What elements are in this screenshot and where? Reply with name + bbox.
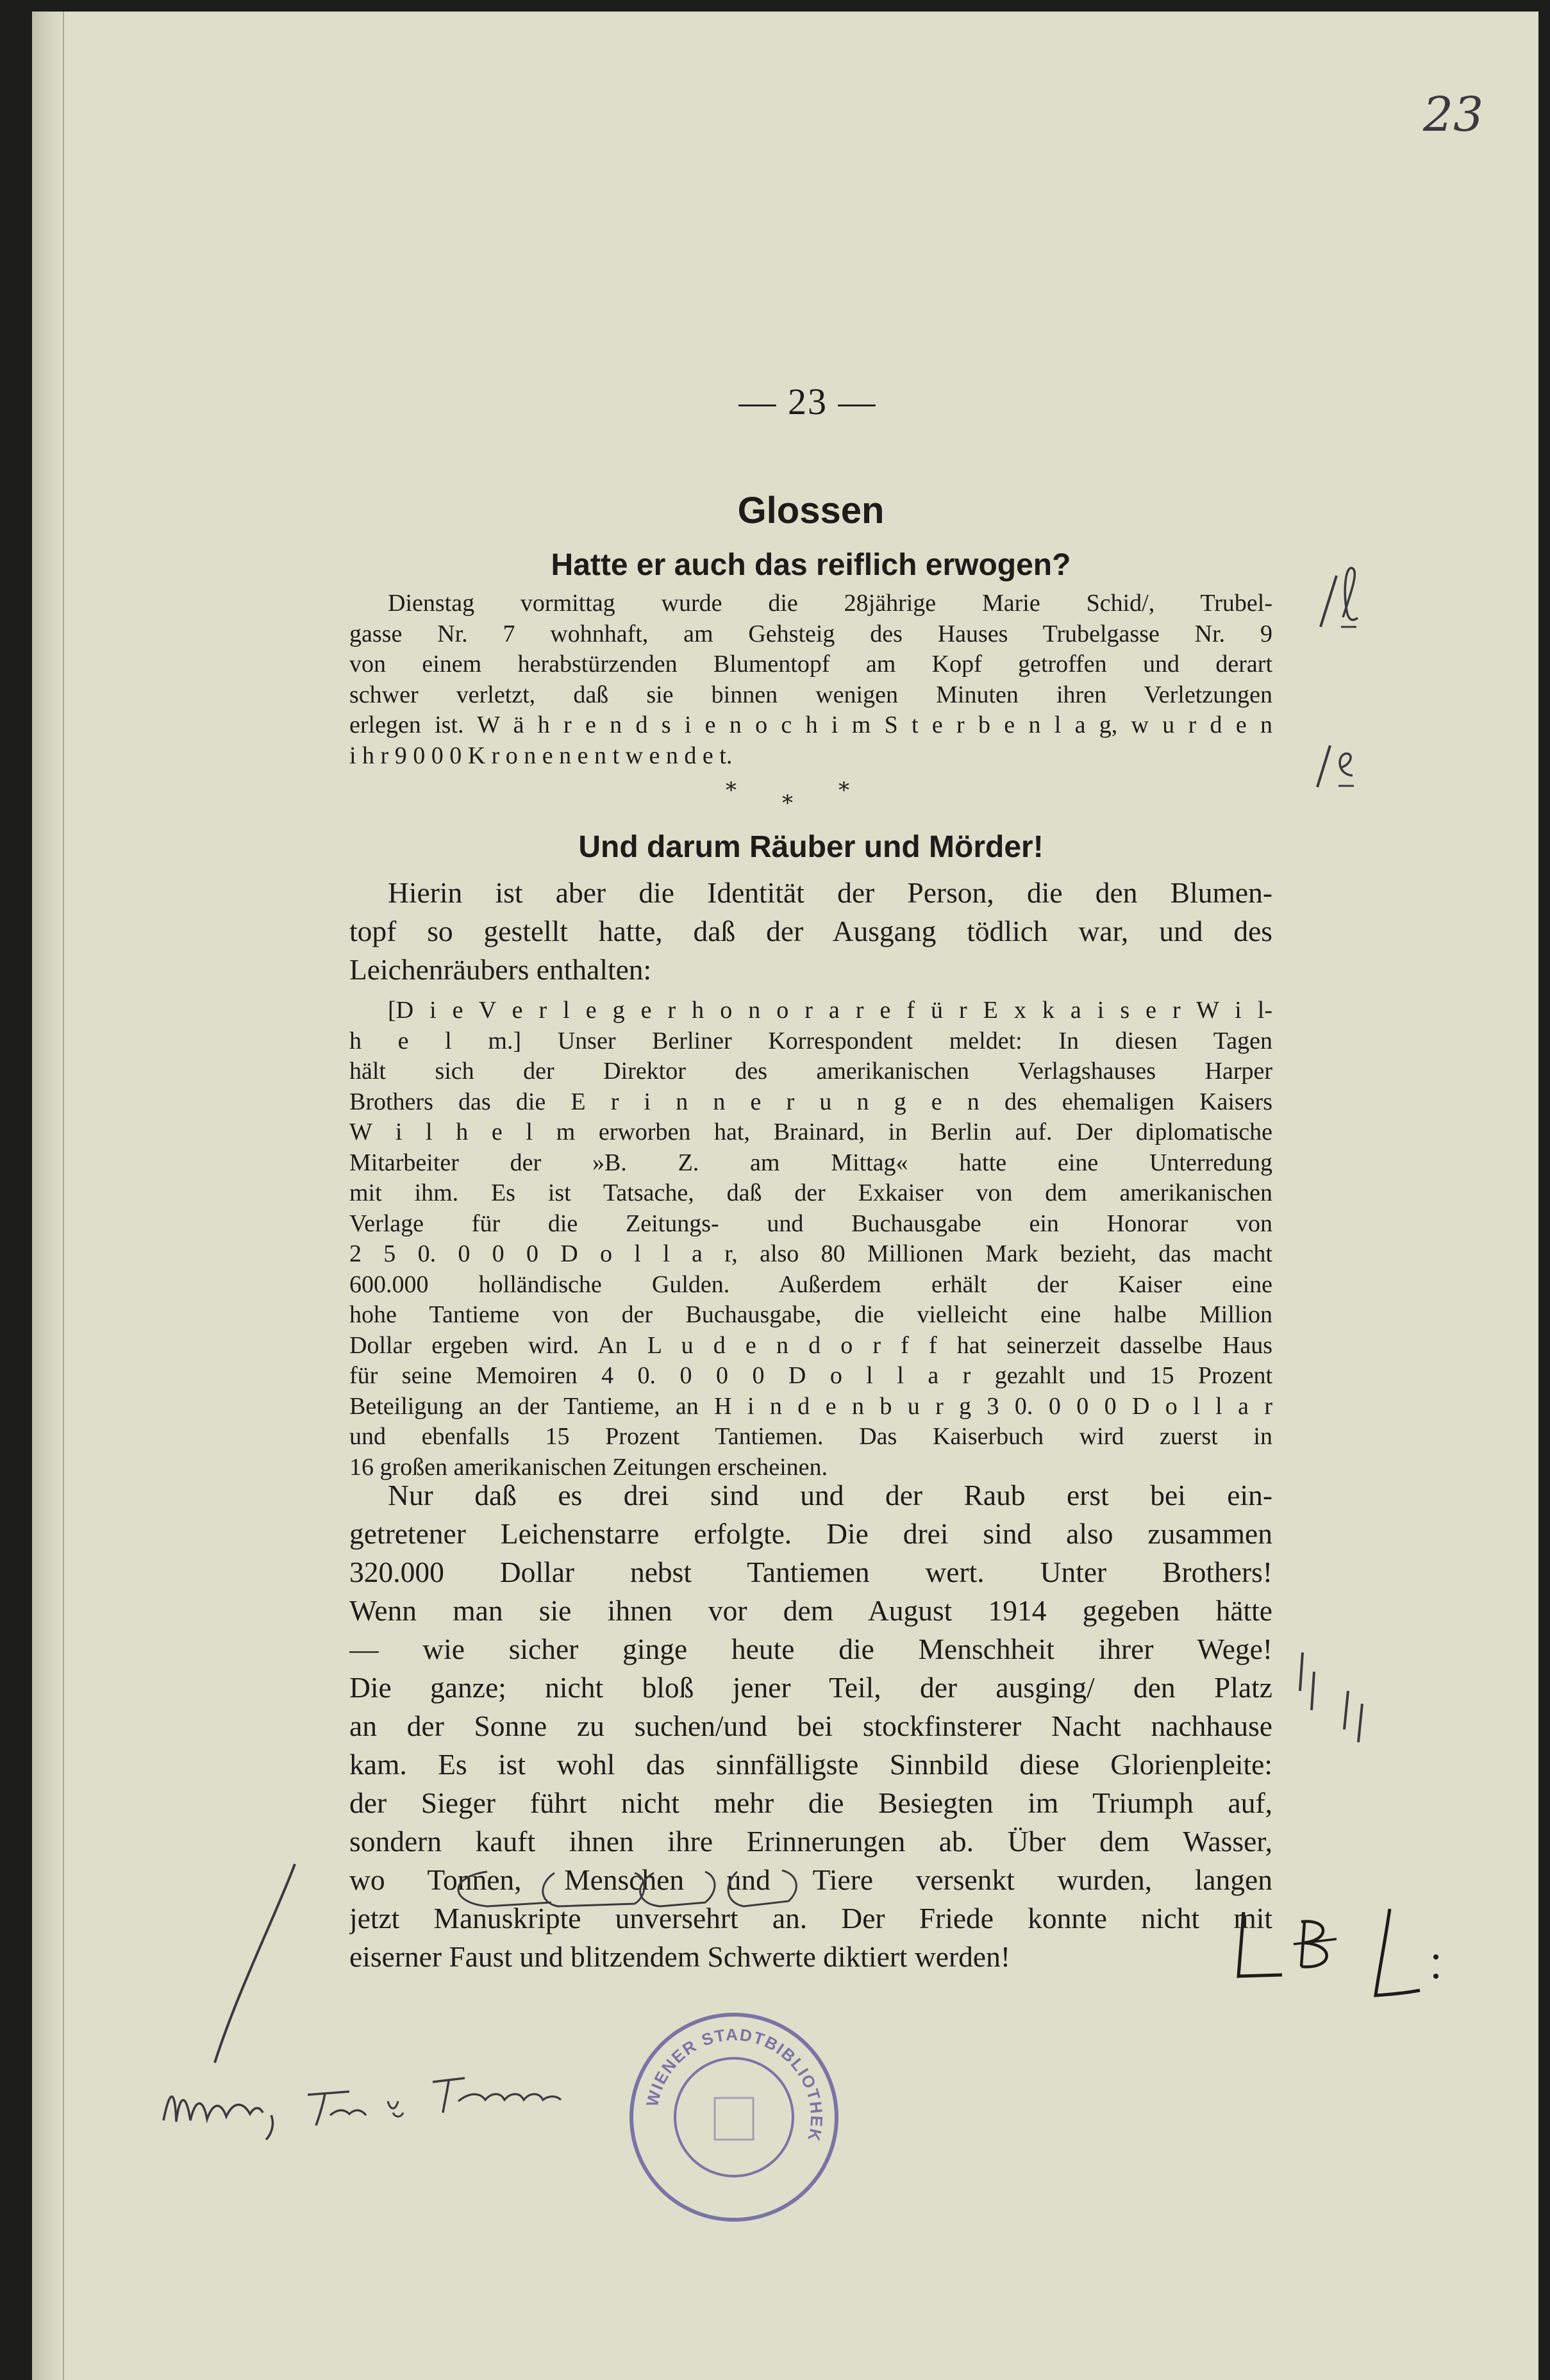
- text-line: getretener Leichenstarre erfolgte. Die drei sind also zusammen: [349, 1517, 1272, 1550]
- stamp-text: WIENER STADTBIBLIOTHEK: [642, 2024, 827, 2145]
- page-spine-shadow: [32, 12, 64, 2380]
- article-1-title: Hatte er auch das reiflich erwogen?: [551, 548, 1071, 582]
- text-line: Hierin ist aber die Identität der Person, die den Blumen-: [388, 876, 1272, 909]
- section-heading: Glossen: [737, 490, 885, 531]
- text-line: mit ihm. Es ist Tatsache, daß der Exkaiser von dem amerikanischen: [349, 1179, 1272, 1206]
- margin-mark-4-icon: [1337, 1678, 1388, 1758]
- margin-mark-1-icon: [1308, 563, 1359, 637]
- text-line: eiserner Faust und blitzendem Schwerte diktiert werden!: [349, 1940, 1010, 1973]
- text-line: Wenn man sie ihnen vor dem August 1914 gegeben hätte: [349, 1594, 1272, 1627]
- document-page: [32, 12, 1538, 2380]
- asterisk: *: [838, 778, 849, 803]
- handwritten-bottom-note-icon: [157, 2063, 580, 2149]
- text-line: i h r 9 0 0 0 K r o n e n e n t w e n d e t.: [349, 742, 733, 769]
- text-line: h e l m.] Unser Berliner Korrespondent meldet: In diesen Tagen: [349, 1027, 1272, 1054]
- handwritten-page-number: 23: [1423, 87, 1484, 142]
- text-line: gasse Nr. 7 wohnhaft, am Gehsteig des Hauses Trubelgasse Nr. 9: [349, 620, 1272, 647]
- pencil-circles-icon: [442, 1864, 904, 1918]
- margin-mark-6-icon: [1359, 1906, 1455, 2011]
- text-line: schwer verletzt, daß sie binnen wenigen Minuten ihren Verletzungen: [349, 681, 1272, 708]
- text-line: an der Sonne zu suchen/und bei stockfinsterer Nacht nachhause: [349, 1710, 1272, 1742]
- text-line: Dienstag vormittag wurde die 28jährige Marie Schid/, Trubel-: [388, 590, 1272, 617]
- text-line: 320.000 Dollar nebst Tantiemen wert. Unter Brothers!: [349, 1556, 1272, 1588]
- text-line: 2 5 0. 0 0 0 D o l l a r, also 80 Millionen Mark bezieht, das macht: [349, 1240, 1272, 1267]
- library-stamp-icon: [619, 2002, 849, 2236]
- text-line: und ebenfalls 15 Prozent Tantiemen. Das Kaiserbuch wird zuerst in: [349, 1423, 1272, 1450]
- text-line: der Sieger führt nicht mehr die Besiegten im Triumph auf,: [349, 1786, 1272, 1819]
- text-line: Nur daß es drei sind und der Raub erst bei ein-: [388, 1479, 1272, 1511]
- text-line: hält sich der Direktor des amerikanischen Verlagshauses Harper: [349, 1058, 1272, 1085]
- asterisk: *: [782, 790, 793, 816]
- text-line: Brothers das die E r i n n e r u n g e n des ehemaligen Kaisers: [349, 1088, 1272, 1115]
- text-line: Dollar ergeben wird. An L u d e n d o r f f hat seinerzeit dasselbe Haus: [349, 1331, 1272, 1359]
- text-line: für seine Memoiren 4 0. 0 0 0 D o l l a r gezahlt und 15 Prozent: [349, 1362, 1272, 1389]
- text-line: topf so gestellt hatte, daß der Ausgang tödlich war, und des: [349, 915, 1272, 947]
- article-1-body: [349, 588, 1272, 771]
- text-line: 16 großen amerikanischen Zeitungen erscheinen.: [349, 1453, 828, 1481]
- printed-folio: — 23 —: [738, 381, 877, 422]
- text-line: Mitarbeiter der »B. Z. am Mittag« hatte eine Unterredung: [349, 1149, 1272, 1176]
- text-line: W i l h e l m erworben hat, Brainard, in Berlin auf. Der diplomatische: [349, 1119, 1272, 1145]
- text-line: Beteiligung an der Tantieme, an H i n d e n b u r g 3 0. 0 0 0 D o l l a r: [349, 1392, 1272, 1420]
- article-2-intro: [349, 874, 1272, 989]
- text-line: hohe Tantieme von der Buchausgabe, die vielleicht eine halbe Million: [349, 1301, 1272, 1328]
- text-line: Verlage für die Zeitungs- und Buchausgabe ein Honorar von: [349, 1210, 1272, 1237]
- pencil-stroke-icon: [186, 1858, 314, 2072]
- text-line: kam. Es ist wohl das sinnfälligste Sinnbild diese Glorienpleite:: [349, 1748, 1272, 1781]
- text-line: wo Tonnen, Menschen und Tiere versenkt wurden, langen: [349, 1863, 1272, 1896]
- margin-mark-2-icon: [1308, 729, 1359, 797]
- text-line: 600.000 holländische Gulden. Außerdem erhält der Kaiser eine: [349, 1270, 1272, 1298]
- margin-mark-5-icon: [1224, 1906, 1353, 2005]
- article-2-quote: [349, 995, 1272, 1483]
- text-line: Die ganze; nicht bloß jener Teil, der ausging/ den Platz: [349, 1671, 1272, 1704]
- text-line: Leichenräubers enthalten:: [349, 953, 652, 986]
- text-line: — wie sicher ginge heute die Menschheit ihrer Wege!: [349, 1633, 1272, 1665]
- text-line: [D i e V e r l e g e r h o n o r a r e f ü r E x k a i s e r W i l-: [388, 997, 1272, 1024]
- asterisk: *: [726, 778, 737, 803]
- text-line: sondern kauft ihnen ihre Erinnerungen ab. Über dem Wasser,: [349, 1825, 1272, 1858]
- article-2-title: Und darum Räuber und Mörder!: [578, 830, 1044, 864]
- text-line: erlegen ist. W ä h r e n d s i e n o c h i m S t e r b e n l a g, w u r d e n: [349, 712, 1272, 738]
- text-line: von einem herabstürzenden Blumentopf am Kopf getroffen und derart: [349, 651, 1272, 678]
- text-line: jetzt Manuskripte unversehrt an. Der Friede konnte nicht mit: [349, 1902, 1272, 1935]
